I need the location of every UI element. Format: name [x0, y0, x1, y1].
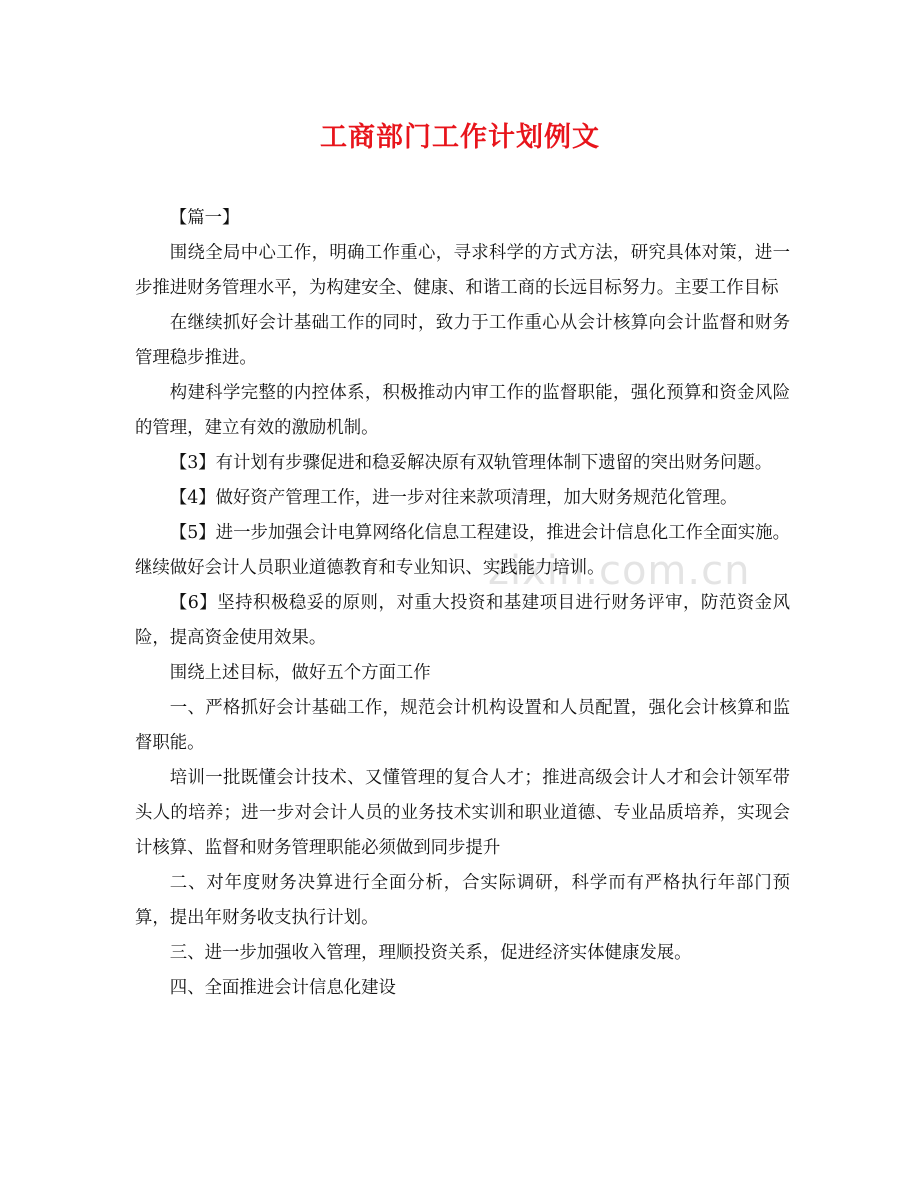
paragraph: 围绕全局中心工作，明确工作重心，寻求科学的方式方法，研究具体对策，进一步推进财务管理水平，为构建安全、健康、和谐工商的长远目标努力。主要工作目标 [135, 243, 790, 298]
document-title: 工商部门工作计划例文 [320, 122, 600, 153]
paragraph: 三、进一步加强收入管理，理顺投资关系，促进经济实体健康发展。 [169, 943, 692, 963]
paragraph: 一、严格抓好会计基础工作，规范会计机构设置和人员配置，强化会计核算和监督职能。 [135, 698, 790, 753]
paragraph: 【4】做好资产管理工作，进一步对往来款项清理，加大财务规范化管理。 [169, 488, 738, 508]
paragraph: 【3】有计划有步骤促进和稳妥解决原有双轨管理体制下遗留的突出财务问题。 [169, 453, 773, 473]
watermark: zixin.com.cn [488, 548, 751, 594]
paragraph: 二、对年度财务决算进行全面分析，合实际调研，科学而有严格执行年部门预算，提出年财务收支执行计划。 [135, 873, 790, 928]
paragraph: 【5】进一步加强会计电算网络化信息工程建设，推进会计信息化工作全面实施。继续做好会计人员职业道德教育和专业知识、实践能力培训。 [135, 523, 790, 578]
paragraph: 在继续抓好会计基础工作的同时，致力于工作重心从会计核算向会计监督和财务管理稳步推进。 [135, 313, 790, 368]
paragraph-section-heading: 【篇一】 [169, 208, 240, 228]
paragraph: 构建科学完整的内控体系，积极推动内审工作的监督职能，强化预算和资金风险的管理，建立有效的激励机制。 [135, 383, 790, 438]
paragraph: 围绕上述目标，做好五个方面工作 [169, 663, 431, 683]
paragraph: 培训一批既懂会计技术、又懂管理的复合人才；推进高级会计人才和会计领军带头人的培养；进一步对会计人员的业务技术实训和职业道德、专业品质培养，实现会计核算、监督和财务管理职能必须做到同步提升 [135, 768, 790, 858]
paragraph: 四、全面推进会计信息化建设 [169, 978, 396, 998]
document-body [135, 201, 790, 1006]
paragraph: 【6】坚持积极稳妥的原则，对重大投资和基建项目进行财务评审，防范资金风险，提高资金使用效果。 [135, 593, 790, 648]
